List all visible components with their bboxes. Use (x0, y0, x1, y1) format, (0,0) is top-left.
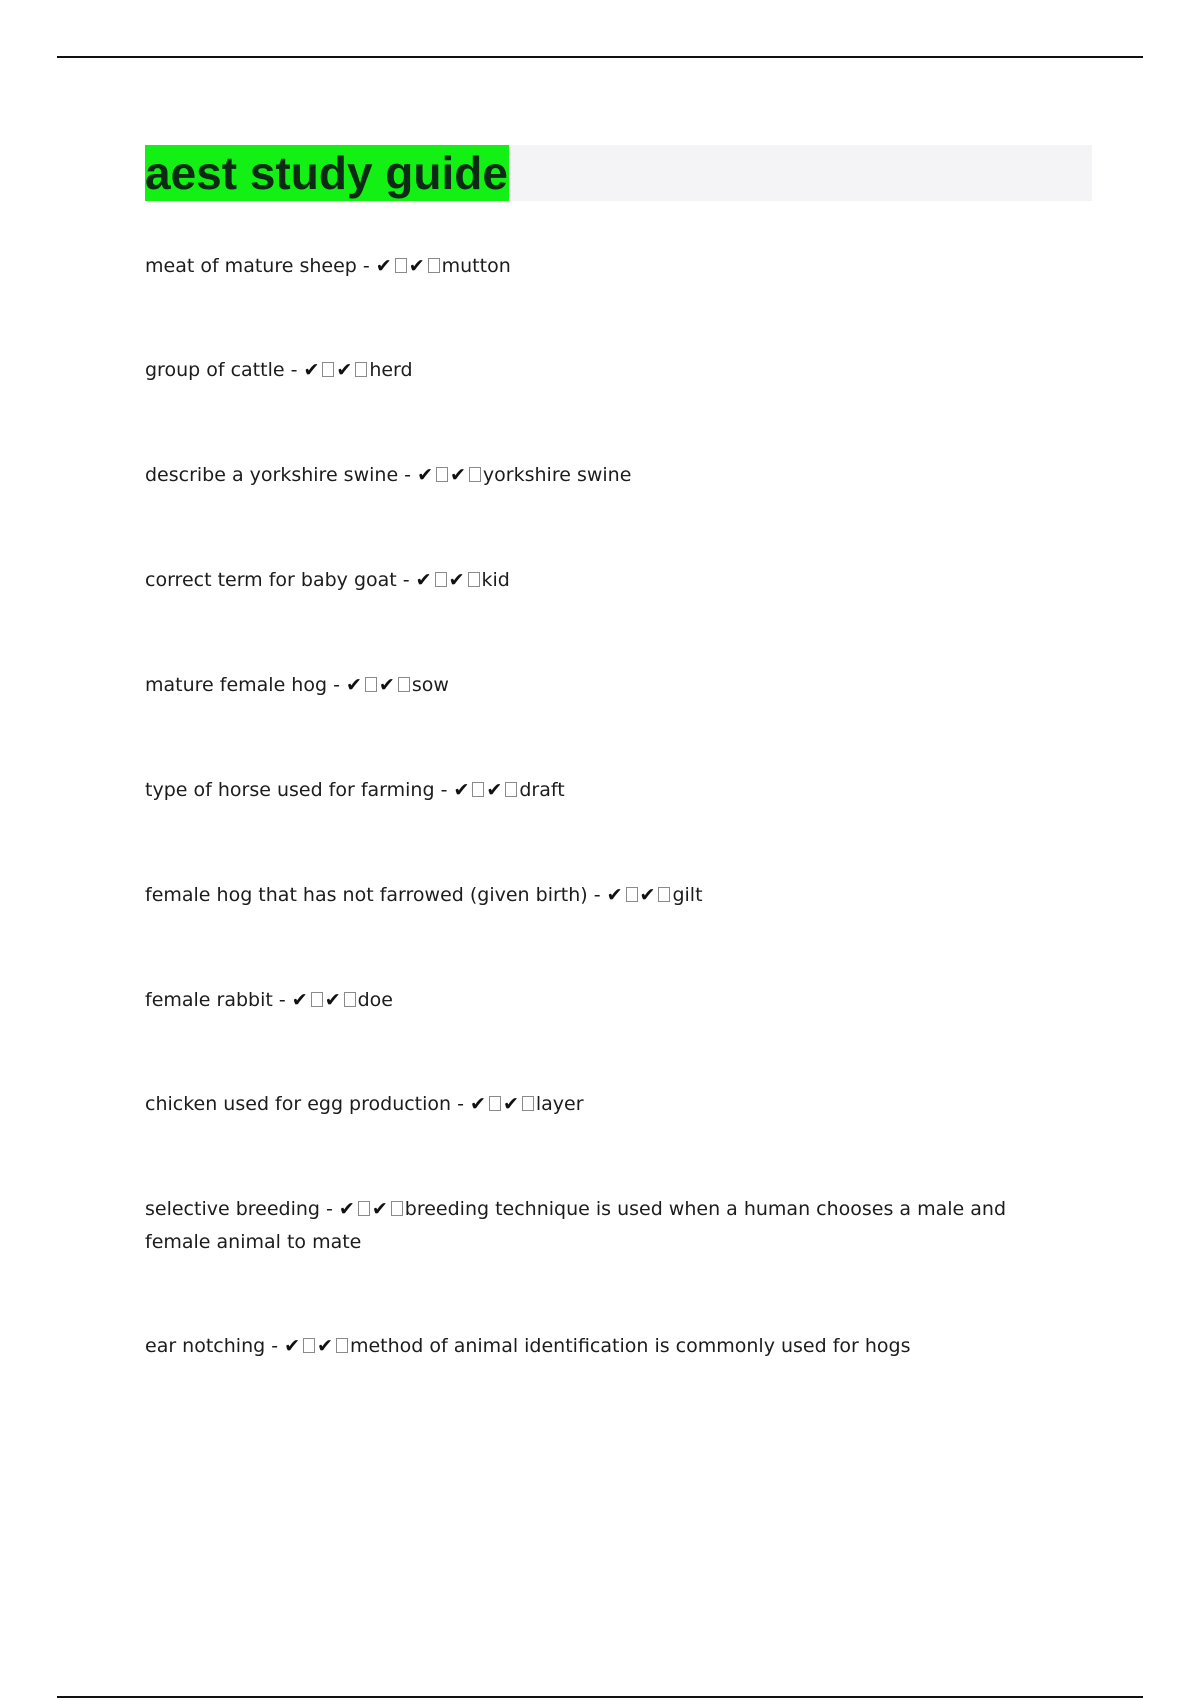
check-icon: ✔ (284, 1335, 301, 1357)
box-icon (365, 677, 377, 692)
separator: - (327, 674, 346, 696)
box-icon (355, 362, 367, 377)
check-icon: ✔ (408, 255, 425, 277)
check-icon: ✔ (291, 989, 308, 1011)
box-icon (428, 258, 440, 273)
check-icon: ✔ (303, 359, 320, 381)
check-icon: ✔ (338, 1198, 355, 1220)
separator: - (434, 779, 454, 801)
separator: - (272, 989, 292, 1011)
entry-term: mature female hog (145, 674, 328, 696)
entry-3 (145, 459, 1065, 492)
box-icon (398, 677, 410, 692)
entry-term: correct term for baby goat (145, 569, 397, 591)
box-icon (303, 1338, 315, 1353)
box-icon (435, 572, 447, 587)
box-icon (395, 258, 407, 273)
entry-1 (145, 250, 1065, 283)
entry-9 (145, 1088, 1065, 1121)
entry-6 (145, 774, 1065, 807)
check-icon: ✔ (606, 884, 623, 906)
box-icon (505, 782, 517, 797)
entry-answer: sow (411, 674, 449, 696)
entry-answer: kid (481, 569, 510, 591)
separator: - (319, 1198, 339, 1220)
entry-11 (145, 1330, 1065, 1363)
entry-answer: breeding technique is used when a human chooses a male and female animal to mate (145, 1198, 1007, 1253)
check-icon: ✔ (317, 1335, 333, 1357)
entry-answer: doe (357, 989, 393, 1011)
separator: - (451, 1093, 471, 1115)
box-icon (344, 992, 356, 1007)
entry-answer: mutton (441, 255, 511, 277)
box-icon (489, 1096, 501, 1111)
bottom-rule (57, 1696, 1143, 1698)
box-icon (469, 467, 481, 482)
entry-2 (145, 354, 1065, 387)
box-icon (522, 1096, 534, 1111)
entry-term: chicken used for egg production (145, 1093, 452, 1115)
entry-answer: layer (535, 1093, 584, 1115)
box-icon (658, 887, 670, 902)
entry-term: female hog that has not farrowed (given birth) (145, 884, 588, 906)
check-icon: ✔ (417, 464, 433, 486)
box-icon (472, 782, 484, 797)
box-icon (358, 1201, 370, 1216)
top-rule (57, 56, 1143, 58)
entry-term: group of cattle (145, 359, 285, 381)
check-icon: ✔ (378, 674, 395, 696)
entry-8 (145, 984, 1065, 1017)
check-icon: ✔ (336, 359, 353, 381)
entry-answer: herd (369, 359, 413, 381)
entry-10 (145, 1193, 1065, 1259)
check-icon: ✔ (415, 569, 432, 591)
box-icon (468, 572, 480, 587)
entry-answer: method of animal identification is commonly used for hogs (349, 1335, 911, 1357)
entry-term: female rabbit (145, 989, 273, 1011)
check-icon: ✔ (345, 674, 362, 696)
entry-term: meat of mature sheep (145, 255, 357, 277)
box-icon (336, 1338, 348, 1353)
entry-5 (145, 669, 1065, 702)
check-icon: ✔ (502, 1093, 519, 1115)
check-icon: ✔ (448, 569, 465, 591)
entry-term: selective breeding (145, 1198, 320, 1220)
check-icon: ✔ (639, 884, 656, 906)
box-icon (322, 362, 334, 377)
box-icon (391, 1201, 403, 1216)
check-icon: ✔ (375, 255, 392, 277)
entry-4 (145, 564, 1065, 597)
check-icon: ✔ (486, 779, 503, 801)
separator: - (396, 569, 416, 591)
check-icon: ✔ (453, 779, 470, 801)
entry-term: ear notching (145, 1335, 266, 1357)
box-icon (626, 887, 638, 902)
entry-term: describe a yorkshire swine (145, 464, 399, 486)
box-icon (311, 992, 323, 1007)
check-icon: ✔ (371, 1198, 388, 1220)
separator: - (265, 1335, 285, 1357)
entry-answer: yorkshire swine (482, 464, 632, 486)
check-icon: ✔ (324, 989, 341, 1011)
check-icon: ✔ (450, 464, 466, 486)
check-icon: ✔ (470, 1093, 486, 1115)
box-icon (436, 467, 448, 482)
separator: - (587, 884, 607, 906)
separator: - (356, 255, 376, 277)
entry-answer: gilt (672, 884, 703, 906)
entry-term: type of horse used for farming (145, 779, 435, 801)
page-title: aest study guide (145, 147, 508, 199)
entry-7 (145, 879, 1065, 912)
separator: - (398, 464, 418, 486)
entry-answer: draft (519, 779, 565, 801)
separator: - (284, 359, 304, 381)
